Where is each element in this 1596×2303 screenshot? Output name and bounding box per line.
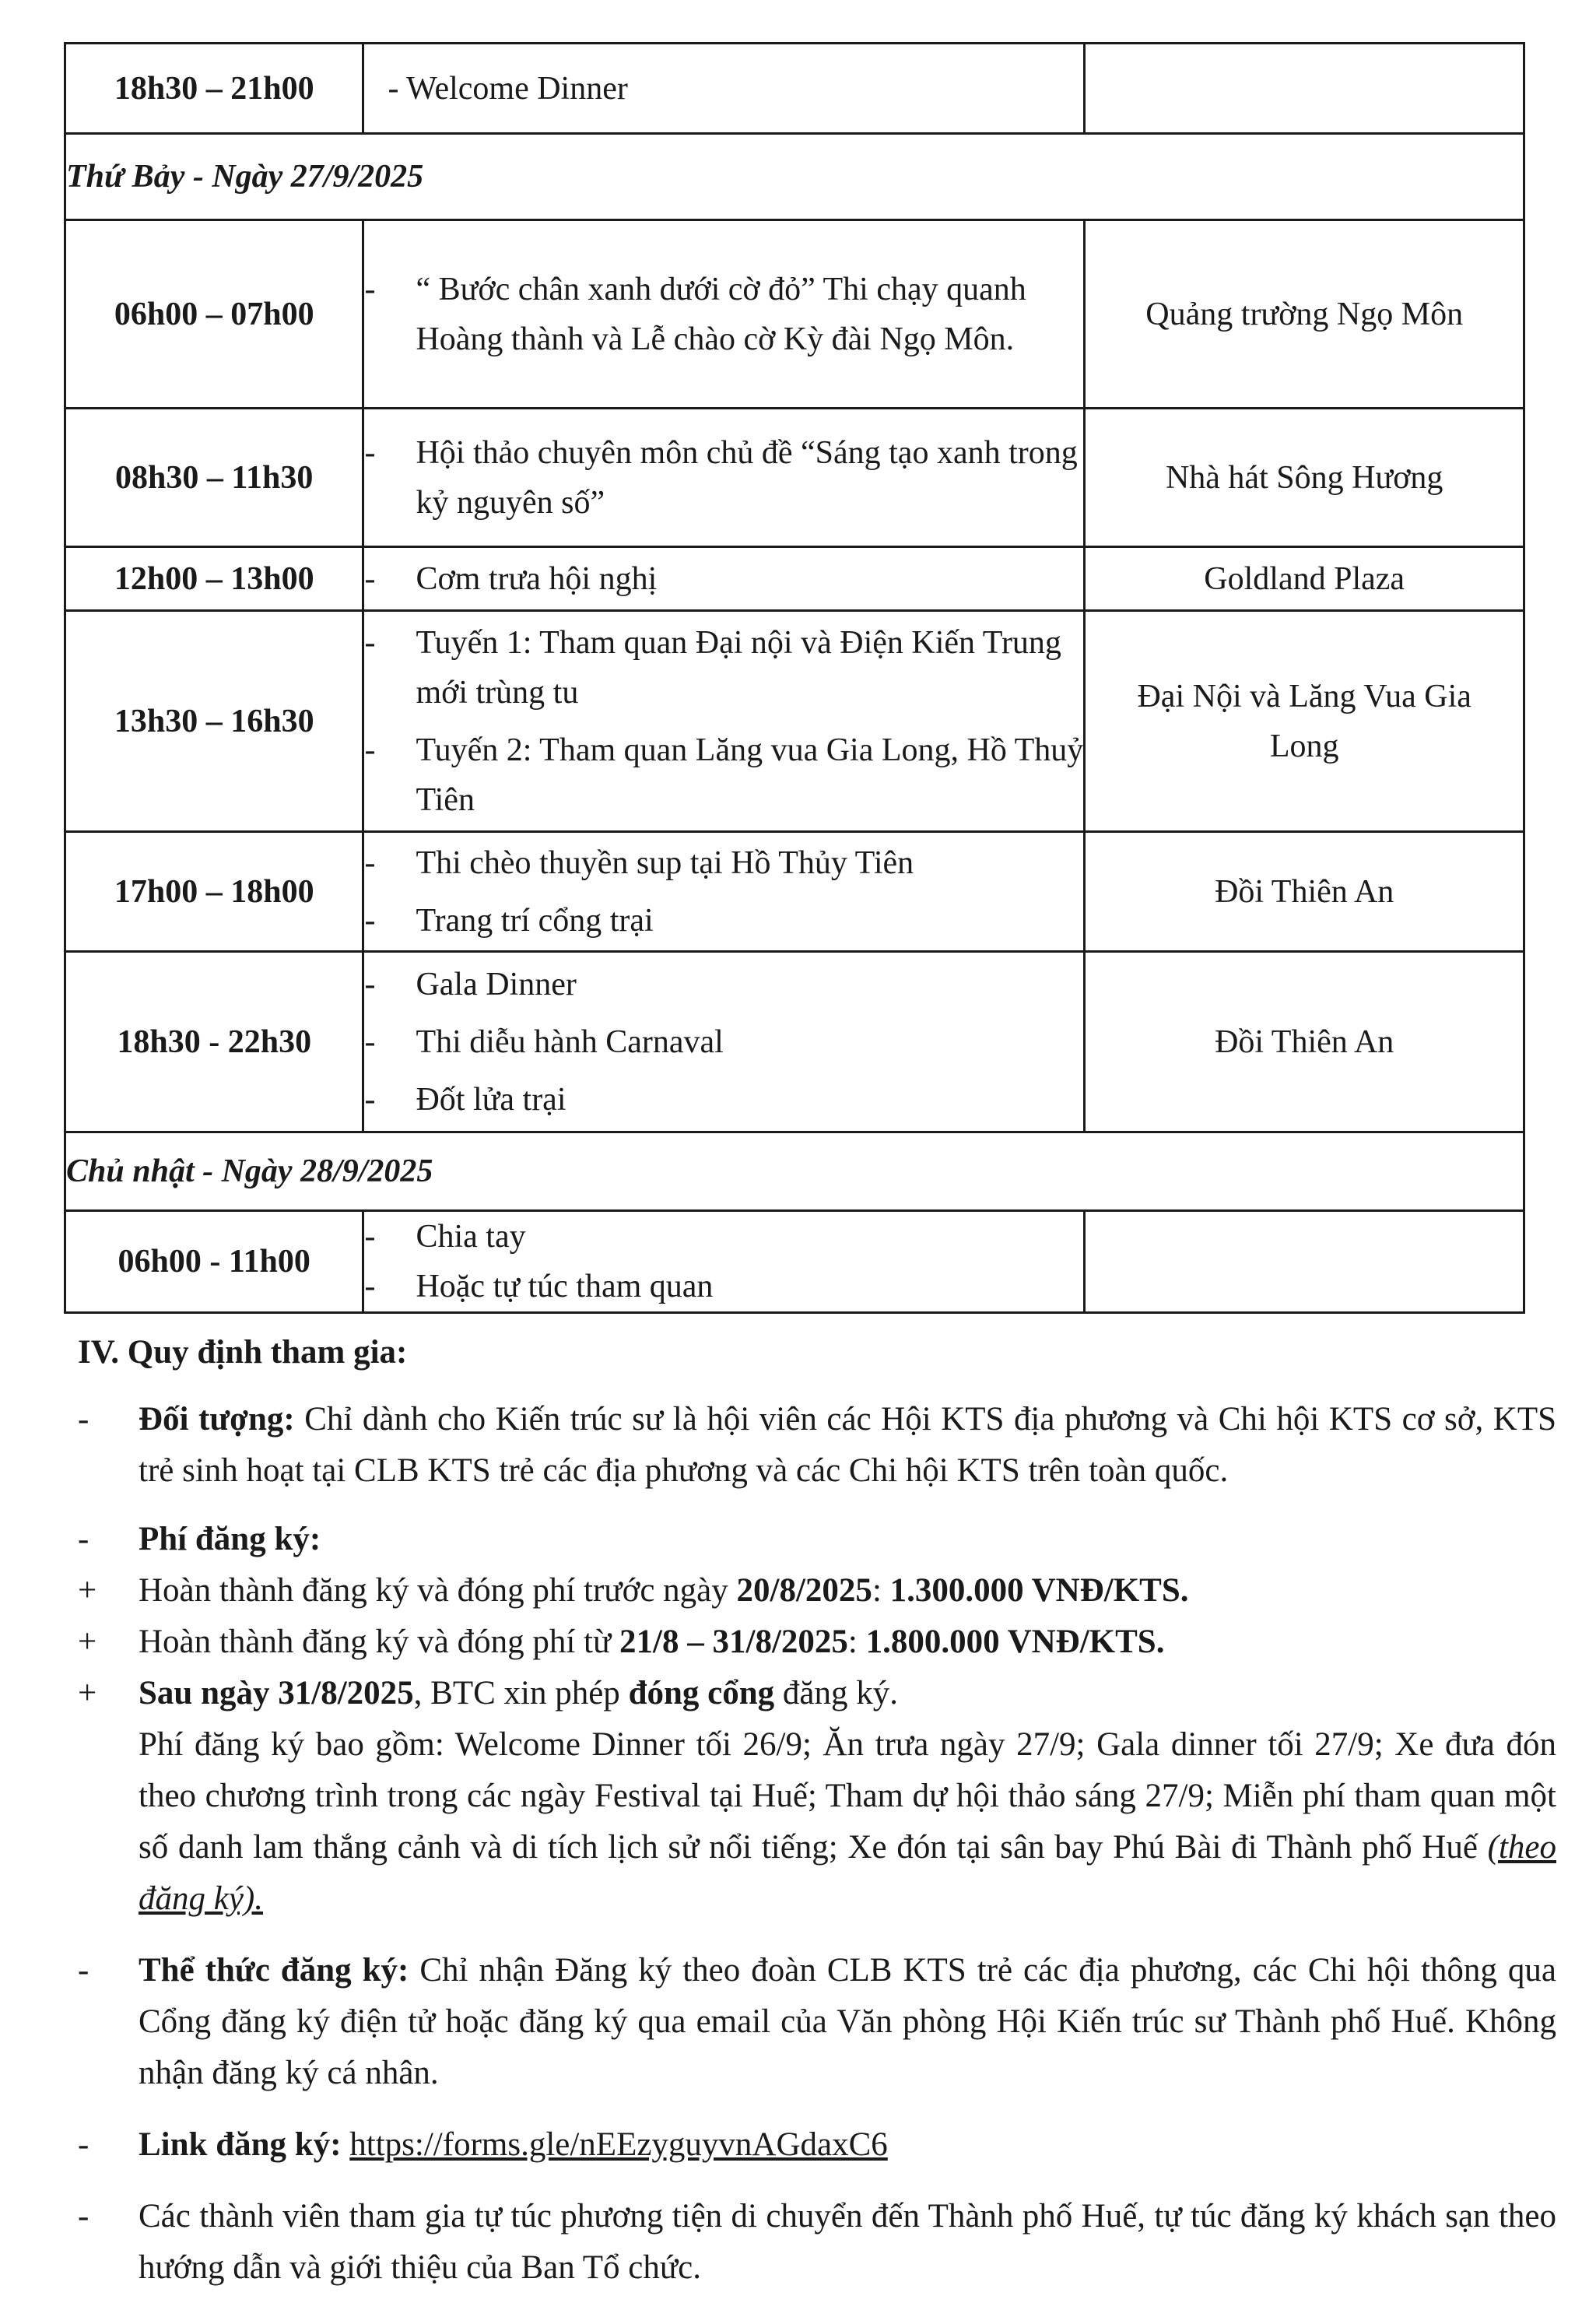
bullet-dash: - xyxy=(364,966,376,1002)
day-header-row xyxy=(65,1132,1524,1211)
bullet-dash: - xyxy=(364,1081,376,1118)
time-cell: 08h30 – 11h30 xyxy=(65,409,363,547)
fee-text: Hoàn thành đăng ký và đóng phí từ xyxy=(139,1624,620,1660)
time-cell: 06h00 - 11h00 xyxy=(65,1211,363,1313)
schedule-row xyxy=(65,44,1524,134)
activity-item xyxy=(364,1212,1083,1262)
section-heading: IV. Quy định tham gia: xyxy=(78,1334,408,1371)
fee-note-text: Phí đăng ký bao gồm: Welcome Dinner tối 26/9; Ăn trưa ngày 27/9; Gala dinner tối 27/9; Xe đưa đón theo chương trình trong các ngày Festival tại Huế; Tham dự hội thảo sáng 27/9; Miễn phí tham quan một số danh lam thắng cảnh và di tích lịch sử nổi tiếng; Xe đón tại sân bay Phú Bài đi Thành phố Huế xyxy=(139,1726,1556,1866)
activity-text: “ Bước chân xanh dưới cờ đỏ” Thi chạy quanh Hoàng thành và Lễ chào cờ Kỳ đài Ngọ Môn. xyxy=(416,271,1026,357)
day-header-sunday: Chủ nhật - Ngày 28/9/2025 xyxy=(65,1132,1524,1211)
fee-date: Sau ngày 31/8/2025 xyxy=(139,1675,414,1711)
link-label: Link đăng ký: xyxy=(139,2126,342,2163)
bullet-dash: - xyxy=(364,1023,376,1060)
location-cell: Đồi Thiên An xyxy=(1085,952,1524,1132)
schedule-row xyxy=(65,547,1524,611)
fee-text: , BTC xin phép xyxy=(413,1675,629,1711)
schedule-row xyxy=(65,611,1524,832)
day-header-saturday: Thứ Bảy - Ngày 27/9/2025 xyxy=(65,134,1524,220)
activity-item xyxy=(364,1262,1083,1311)
regulations-section xyxy=(78,1327,1556,2294)
activity-text: Hội thảo chuyên môn chủ đề “Sáng tạo xanh trong kỷ nguyên số” xyxy=(416,434,1078,521)
fee-date: 21/8 – 31/8/2025 xyxy=(619,1624,848,1660)
regulation-registration-method xyxy=(78,1945,1556,2099)
activity-text: Hoặc tự túc tham quan xyxy=(416,1269,714,1304)
fee-note xyxy=(139,1719,1556,1925)
bullet-dash: - xyxy=(78,2198,89,2235)
activity-item xyxy=(364,838,1083,888)
fee-sep: : xyxy=(847,1624,866,1660)
activity-item xyxy=(364,960,1083,1009)
activity-text: Thi diễu hành Carnaval xyxy=(416,1023,724,1060)
bullet-dash: - xyxy=(78,1952,89,1989)
activity-text: Tuyến 1: Tham quan Đại nội và Điện Kiến Trung mới trùng tu xyxy=(416,624,1061,711)
location-cell: Goldland Plaza xyxy=(1085,547,1524,611)
fee-item xyxy=(78,1565,1556,1617)
bullet-plus: + xyxy=(78,1572,97,1609)
travel-text: Các thành viên tham gia tự túc phương tiện di chuyển đến Thành phố Huế, tự túc đăng ký khách sạn theo hướng dẫn và giới thiệu của Ban Tổ chức. xyxy=(139,2198,1556,2286)
activity-item xyxy=(364,265,1083,364)
schedule-row xyxy=(65,409,1524,547)
location-cell xyxy=(1085,1211,1524,1313)
bullet-plus: + xyxy=(78,1624,97,1660)
schedule-row xyxy=(65,832,1524,952)
activity-text: Cơm trưa hội nghị xyxy=(416,560,658,597)
fee-text: đăng ký. xyxy=(774,1675,898,1711)
schedule-table xyxy=(64,42,1525,1314)
bullet-dash: - xyxy=(364,560,376,597)
bullet-dash: - xyxy=(364,271,376,307)
regulation-text xyxy=(139,1394,1556,1497)
day-header-row xyxy=(65,134,1524,220)
bullet-dash: - xyxy=(78,1521,89,1557)
location-cell: Quảng trường Ngọ Môn xyxy=(1085,220,1524,409)
location-cell xyxy=(1085,44,1524,134)
time-cell: 12h00 – 13h00 xyxy=(65,547,363,611)
fee-item xyxy=(78,1617,1556,1668)
location-cell: Nhà hát Sông Hương xyxy=(1085,409,1524,547)
bullet-dash: - xyxy=(78,2126,89,2163)
bullet-dash: - xyxy=(364,902,376,939)
fee-closing: đóng cổng xyxy=(628,1675,775,1711)
bullet-dash: - xyxy=(364,1269,376,1304)
activity-item xyxy=(364,554,1083,604)
time-cell: 06h00 – 07h00 xyxy=(65,220,363,409)
regulation-eligibility xyxy=(78,1394,1556,1497)
eligibility-text: Chỉ dành cho Kiến trúc sư là hội viên các Hội KTS địa phương và Chi hội KTS cơ sở, KTS trẻ sinh hoạt tại CLB KTS trẻ các địa phương và các Chi hội KTS trên toàn quốc. xyxy=(139,1401,1557,1489)
fees-label: Phí đăng ký: xyxy=(139,1521,321,1557)
activity-cell xyxy=(363,547,1085,611)
activity-text: Tuyến 2: Tham quan Lăng vua Gia Long, Hồ Thuỷ Tiên xyxy=(416,732,1084,818)
method-label: Thể thức đăng ký: xyxy=(139,1952,409,1989)
regulation-registration-link xyxy=(78,2119,1556,2171)
time-cell: 13h30 – 16h30 xyxy=(65,611,363,832)
regulation-travel xyxy=(78,2191,1556,2294)
registration-link[interactable]: https://forms.gle/nEEzyguyvnAGdaxC6 xyxy=(349,2126,888,2163)
activity-item xyxy=(364,1075,1083,1125)
activity-text: Trang trí cổng trại xyxy=(416,902,654,939)
location-cell: Đồi Thiên An xyxy=(1085,832,1524,952)
activity-item xyxy=(364,618,1083,718)
location-cell: Đại Nội và Lăng Vua Gia Long xyxy=(1085,611,1524,832)
fee-text: Hoàn thành đăng ký và đóng phí trước ngày xyxy=(139,1572,737,1609)
schedule-row xyxy=(65,220,1524,409)
fee-amount: 1.800.000 VNĐ/KTS. xyxy=(865,1624,1165,1660)
regulation-fees xyxy=(78,1514,1556,1565)
bullet-dash: - xyxy=(364,1219,376,1255)
fee-amount: 1.300.000 VNĐ/KTS. xyxy=(889,1572,1189,1609)
bullet-plus: + xyxy=(78,1675,97,1711)
time-cell: 18h30 – 21h00 xyxy=(65,44,363,134)
activity-cell xyxy=(363,1211,1085,1313)
activity-text: Gala Dinner xyxy=(416,966,577,1002)
activity-cell xyxy=(363,220,1085,409)
bullet-dash: - xyxy=(364,732,376,768)
activity-text: Chia tay xyxy=(416,1219,526,1255)
activity-text: - Welcome Dinner xyxy=(388,70,628,107)
bullet-dash: - xyxy=(78,1401,89,1438)
activity-cell xyxy=(363,409,1085,547)
activity-cell xyxy=(363,952,1085,1132)
time-cell: 17h00 – 18h00 xyxy=(65,832,363,952)
eligibility-label: Đối tượng: xyxy=(139,1401,295,1438)
bullet-dash: - xyxy=(364,434,376,471)
activity-cell xyxy=(363,832,1085,952)
schedule-row xyxy=(65,1211,1524,1313)
method-text: Chỉ nhận Đăng ký theo đoàn CLB KTS trẻ các địa phương, các Chi hội thông qua Cổng đăng ký điện tử hoặc đăng ký qua email của Văn phòng Hội Kiến trúc sư Thành phố Huế. Không nhận đăng ký cá nhân. xyxy=(139,1952,1556,2091)
activity-text: Đốt lửa trại xyxy=(416,1081,566,1118)
bullet-dash: - xyxy=(364,844,376,881)
bullet-dash: - xyxy=(364,624,376,661)
fee-item xyxy=(78,1668,1556,1719)
activity-text: Thi chèo thuyền sup tại Hồ Thủy Tiên xyxy=(416,844,914,881)
activity-item xyxy=(364,1017,1083,1067)
fee-sep: : xyxy=(872,1572,890,1609)
activity-item xyxy=(364,725,1083,825)
activity-item xyxy=(364,896,1083,946)
time-cell: 18h30 - 22h30 xyxy=(65,952,363,1132)
fee-date: 20/8/2025 xyxy=(736,1572,872,1609)
schedule-row xyxy=(65,952,1524,1132)
activity-item xyxy=(364,428,1083,528)
activity-cell xyxy=(363,44,1085,134)
activity-cell xyxy=(363,611,1085,832)
fee-note-link: (theo đăng ký). xyxy=(139,1829,1556,1917)
